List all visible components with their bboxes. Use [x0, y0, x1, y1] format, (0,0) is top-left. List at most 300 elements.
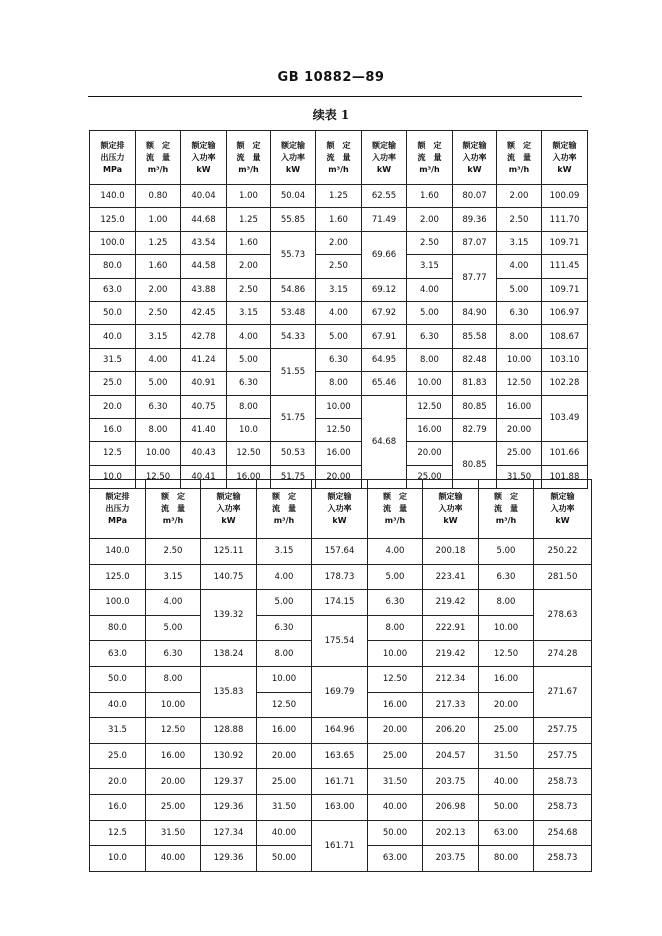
- table-row: [90, 794, 592, 820]
- table-cell: 157.64: [312, 539, 368, 565]
- table-cell: 8.00: [257, 641, 312, 667]
- table-cell: 40.75: [181, 395, 227, 418]
- table-row: [90, 418, 588, 441]
- table-cell: 8.00: [368, 615, 423, 641]
- table-row: [90, 395, 588, 418]
- table-cell: 128.88: [201, 718, 257, 744]
- column-header: [90, 480, 146, 539]
- table-cell: 4.00: [136, 348, 181, 371]
- table-row: [90, 255, 588, 278]
- table-cell: 16.0: [90, 794, 146, 820]
- column-header: [534, 480, 592, 539]
- table-cell: 40.43: [181, 442, 227, 465]
- table-row: [90, 278, 588, 301]
- table-row: [90, 564, 592, 590]
- table-cell: 12.50: [479, 641, 534, 667]
- table-cell: 206.98: [423, 794, 479, 820]
- table-cell: 5.00: [227, 348, 271, 371]
- table-cell: 64.68: [362, 395, 407, 489]
- column-header-line: m³/h: [384, 516, 406, 525]
- table-cell: 103.10: [542, 348, 588, 371]
- table-cell: 50.04: [271, 185, 316, 208]
- table-cell: 20.00: [497, 418, 542, 441]
- table-cell: 16.00: [316, 442, 362, 465]
- table-cell: 67.92: [362, 301, 407, 324]
- column-header-line: m³/h: [238, 164, 259, 174]
- column-header: [423, 480, 479, 539]
- table-cell: 161.71: [312, 769, 368, 795]
- table-cell: 64.95: [362, 348, 407, 371]
- table-cell: 55.73: [271, 231, 316, 278]
- table-cell: 2.00: [407, 208, 453, 231]
- column-header: [407, 131, 453, 185]
- table-cell: 69.12: [362, 278, 407, 301]
- table-cell: 212.34: [423, 666, 479, 692]
- table-cell: 271.67: [534, 666, 592, 717]
- table-cell: 44.68: [181, 208, 227, 231]
- table-cell: 12.50: [136, 465, 181, 488]
- header-rule: [88, 96, 582, 97]
- table-cell: 80.85: [453, 395, 497, 418]
- table-cell: 274.28: [534, 641, 592, 667]
- table-cell: 82.48: [453, 348, 497, 371]
- column-header-line: 额定输: [281, 140, 305, 150]
- table-cell: 31.50: [368, 769, 423, 795]
- column-header: [542, 131, 588, 185]
- table-cell: 100.0: [90, 231, 136, 254]
- table-cell: 87.07: [453, 231, 497, 254]
- table-cell: 50.0: [90, 301, 136, 324]
- table-row: [90, 820, 592, 846]
- standard-code: GB 10882—89: [277, 70, 385, 85]
- table-cell: 80.0: [90, 615, 146, 641]
- table-cell: 31.5: [90, 348, 136, 371]
- table-cell: 25.0: [90, 372, 136, 395]
- table-cell: 12.5: [90, 820, 146, 846]
- table-cell: 50.00: [257, 846, 312, 872]
- table-cell: 80.00: [479, 846, 534, 872]
- column-header-line: 流 量: [272, 504, 296, 513]
- table-cell: 100.09: [542, 185, 588, 208]
- column-header-line: 流 量: [494, 504, 518, 513]
- table-cell: 41.40: [181, 418, 227, 441]
- table-cell: 5.00: [497, 278, 542, 301]
- table-cell: 20.00: [146, 769, 201, 795]
- table-cell: 106.97: [542, 301, 588, 324]
- table-row: [90, 348, 588, 371]
- table-cell: 169.79: [312, 666, 368, 717]
- table-cell: 80.0: [90, 255, 136, 278]
- table-cell: 2.00: [316, 231, 362, 254]
- table-cell: 25.00: [407, 465, 453, 488]
- table-cell: 6.30: [227, 372, 271, 395]
- table-cell: 5.00: [368, 564, 423, 590]
- table-cell: 125.0: [90, 564, 146, 590]
- table-cell: 12.50: [227, 442, 271, 465]
- column-header-line: m³/h: [162, 516, 184, 525]
- column-header: [362, 131, 407, 185]
- table-cell: 3.15: [316, 278, 362, 301]
- table-cell: 40.04: [181, 185, 227, 208]
- table-cell: 140.0: [90, 185, 136, 208]
- column-header-line: 额 定: [146, 140, 170, 150]
- table-cell: 16.00: [368, 692, 423, 718]
- table-cell: 125.11: [201, 539, 257, 565]
- column-header-line: kW: [196, 164, 211, 174]
- table-header-1: [90, 131, 588, 185]
- table-cell: 40.00: [368, 794, 423, 820]
- column-header: [368, 480, 423, 539]
- column-header-line: 额 定: [326, 140, 351, 150]
- table-cell: 217.33: [423, 692, 479, 718]
- column-header-line: kW: [557, 164, 572, 174]
- column-header-line: 入功率: [438, 504, 463, 513]
- table-cell: 4.00: [146, 590, 201, 616]
- table-cell: 16.00: [257, 718, 312, 744]
- column-header-line: m³/h: [328, 164, 349, 174]
- column-header-line: m³/h: [419, 164, 440, 174]
- table-cell: 81.83: [453, 372, 497, 395]
- table-cell: 53.48: [271, 301, 316, 324]
- table-cell: 5.00: [146, 615, 201, 641]
- column-header-line: 入功率: [552, 152, 577, 162]
- table-cell: 161.71: [312, 820, 368, 871]
- table-cell: 20.0: [90, 769, 146, 795]
- table-cell: 258.73: [534, 846, 592, 872]
- table-row: [90, 442, 588, 465]
- table-row: [90, 718, 592, 744]
- column-header-line: 入功率: [191, 152, 216, 162]
- table-cell: 12.50: [146, 718, 201, 744]
- table-cell: 20.00: [407, 442, 453, 465]
- table-cell: 65.46: [362, 372, 407, 395]
- table-cell: 135.83: [201, 666, 257, 717]
- column-header-line: 出压力: [100, 152, 125, 162]
- table-cell: 10.00: [136, 442, 181, 465]
- table-cell: 25.00: [479, 718, 534, 744]
- table-cell: 200.18: [423, 539, 479, 565]
- table-cell: 41.24: [181, 348, 227, 371]
- table-cell: 8.00: [146, 666, 201, 692]
- table-row: [90, 539, 592, 565]
- table-cell: 175.54: [312, 615, 368, 666]
- table-cell: 82.79: [453, 418, 497, 441]
- table-cell: 140.0: [90, 539, 146, 565]
- table-caption: 续表 1: [312, 108, 350, 122]
- column-header-line: 额定输: [372, 140, 396, 150]
- column-header-line: 流 量: [326, 152, 351, 162]
- column-header-line: 额 定: [507, 140, 531, 150]
- table-cell: 163.65: [312, 743, 368, 769]
- table-cell: 222.91: [423, 615, 479, 641]
- table-cell: 3.15: [257, 539, 312, 565]
- table-cell: 40.00: [479, 769, 534, 795]
- table-cell: 62.55: [362, 185, 407, 208]
- column-header-line: 额定输: [552, 140, 577, 150]
- table-cell: 12.50: [368, 666, 423, 692]
- column-header-line: kW: [332, 516, 347, 525]
- column-header-line: kW: [221, 516, 236, 525]
- table-cell: 16.00: [227, 465, 271, 488]
- table-cell: 2.50: [407, 231, 453, 254]
- table-cell: 71.49: [362, 208, 407, 231]
- column-header-line: kW: [443, 516, 458, 525]
- table-cell: 102.28: [542, 372, 588, 395]
- table-cell: 178.73: [312, 564, 368, 590]
- table-body-2: [90, 539, 592, 872]
- data-table-2: [89, 479, 592, 872]
- table-cell: 6.30: [407, 325, 453, 348]
- column-header-line: 额定输: [438, 492, 463, 501]
- column-header-line: 额定输: [462, 140, 487, 150]
- table-row: [90, 615, 592, 641]
- table-cell: 69.66: [362, 231, 407, 278]
- table-cell: 10.00: [146, 692, 201, 718]
- table-cell: 1.60: [316, 208, 362, 231]
- table-cell: 84.90: [453, 301, 497, 324]
- table-cell: 63.0: [90, 641, 146, 667]
- column-header-line: kW: [285, 164, 301, 174]
- column-header: [453, 131, 497, 185]
- table-cell: 3.15: [146, 564, 201, 590]
- table-cell: 129.36: [201, 846, 257, 872]
- table-cell: 16.00: [407, 418, 453, 441]
- table-cell: 2.00: [497, 185, 542, 208]
- table-cell: 103.49: [542, 395, 588, 442]
- table-cell: 111.45: [542, 255, 588, 278]
- table-cell: 8.00: [497, 325, 542, 348]
- table-cell: 67.91: [362, 325, 407, 348]
- data-table-1: [89, 130, 588, 489]
- column-header-line: 流 量: [161, 504, 185, 513]
- table-cell: 1.60: [407, 185, 453, 208]
- table-cell: 51.75: [271, 465, 316, 488]
- table-cell: 257.75: [534, 718, 592, 744]
- table-cell: 10.00: [316, 395, 362, 418]
- table-cell: 111.70: [542, 208, 588, 231]
- column-header-line: 额 定: [272, 492, 296, 501]
- table-cell: 51.55: [271, 348, 316, 395]
- table-cell: 1.25: [136, 231, 181, 254]
- table-cell: 163.00: [312, 794, 368, 820]
- table-cell: 87.77: [453, 255, 497, 302]
- table-cell: 10.00: [368, 641, 423, 667]
- table-cell: 2.50: [136, 301, 181, 324]
- table-cell: 4.00: [407, 278, 453, 301]
- table-row: [90, 769, 592, 795]
- table-row: [90, 185, 588, 208]
- table-row: [90, 743, 592, 769]
- column-header-line: kW: [555, 516, 570, 525]
- table-row: [90, 666, 592, 692]
- table-cell: 80.85: [453, 442, 497, 489]
- table-cell: 40.0: [90, 692, 146, 718]
- table-cell: 140.75: [201, 564, 257, 590]
- table-cell: 4.00: [227, 325, 271, 348]
- table-cell: 204.57: [423, 743, 479, 769]
- table-cell: 40.00: [257, 820, 312, 846]
- table-cell: 109.71: [542, 278, 588, 301]
- table-cell: 1.60: [227, 231, 271, 254]
- table-cell: 12.50: [257, 692, 312, 718]
- table-cell: 5.00: [479, 539, 534, 565]
- table-cell: 25.00: [368, 743, 423, 769]
- table-cell: 54.33: [271, 325, 316, 348]
- table-cell: 10.00: [257, 666, 312, 692]
- column-header-line: 入功率: [462, 152, 487, 162]
- table-cell: 6.30: [497, 301, 542, 324]
- column-header-line: m³/h: [273, 516, 295, 525]
- table-cell: 4.00: [368, 539, 423, 565]
- table-cell: 43.88: [181, 278, 227, 301]
- table-cell: 40.41: [181, 465, 227, 488]
- column-header-line: 额 定: [236, 140, 261, 150]
- table-cell: 2.50: [227, 278, 271, 301]
- table-cell: 85.58: [453, 325, 497, 348]
- column-header-line: MPa: [102, 164, 122, 174]
- column-header-line: 入功率: [281, 152, 305, 162]
- table-cell: 1.25: [316, 185, 362, 208]
- table-cell: 40.0: [90, 325, 136, 348]
- table-row: [90, 325, 588, 348]
- column-header: [201, 480, 257, 539]
- table-cell: 206.20: [423, 718, 479, 744]
- table-cell: 16.00: [497, 395, 542, 418]
- table-cell: 281.50: [534, 564, 592, 590]
- table-cell: 63.00: [479, 820, 534, 846]
- column-header-line: 流 量: [417, 152, 442, 162]
- table-cell: 8.00: [316, 372, 362, 395]
- table-cell: 25.00: [146, 794, 201, 820]
- table-cell: 3.15: [497, 231, 542, 254]
- table-cell: 44.58: [181, 255, 227, 278]
- table-cell: 2.50: [316, 255, 362, 278]
- table-cell: 25.00: [257, 769, 312, 795]
- table-cell: 43.54: [181, 231, 227, 254]
- table-cell: 8.00: [407, 348, 453, 371]
- table-cell: 4.00: [257, 564, 312, 590]
- column-header-line: 额 定: [494, 492, 518, 501]
- column-header-line: m³/h: [495, 516, 517, 525]
- table-cell: 5.00: [257, 590, 312, 616]
- table-cell: 108.67: [542, 325, 588, 348]
- table-cell: 63.00: [368, 846, 423, 872]
- table-row: [90, 590, 592, 616]
- column-header-line: 流 量: [146, 152, 170, 162]
- table-cell: 6.30: [368, 590, 423, 616]
- column-header-line: 额定输: [327, 492, 352, 501]
- table-cell: 16.00: [479, 666, 534, 692]
- table-cell: 10.0: [227, 418, 271, 441]
- table-cell: 129.37: [201, 769, 257, 795]
- table-cell: 50.00: [368, 820, 423, 846]
- table-cell: 42.45: [181, 301, 227, 324]
- table-cell: 6.30: [479, 564, 534, 590]
- table-cell: 55.85: [271, 208, 316, 231]
- column-header-line: 流 量: [507, 152, 531, 162]
- table-cell: 31.50: [479, 743, 534, 769]
- table-cell: 8.00: [479, 590, 534, 616]
- table-row: [90, 301, 588, 324]
- table-cell: 2.00: [227, 255, 271, 278]
- table-cell: 12.50: [407, 395, 453, 418]
- table-cell: 20.00: [316, 465, 362, 488]
- table-cell: 5.00: [316, 325, 362, 348]
- table-cell: 20.00: [368, 718, 423, 744]
- column-header: [227, 131, 271, 185]
- table-cell: 101.88: [542, 465, 588, 488]
- table-cell: 4.00: [316, 301, 362, 324]
- column-header-line: 额定输: [550, 492, 575, 501]
- table-cell: 2.50: [497, 208, 542, 231]
- column-header-line: 额 定: [383, 492, 407, 501]
- table-cell: 80.07: [453, 185, 497, 208]
- table-cell: 223.41: [423, 564, 479, 590]
- table-cell: 2.50: [146, 539, 201, 565]
- table-cell: 31.50: [257, 794, 312, 820]
- table-cell: 129.36: [201, 794, 257, 820]
- table-cell: 219.42: [423, 641, 479, 667]
- column-header-line: 额定排: [105, 492, 130, 501]
- table-cell: 10.0: [90, 846, 146, 872]
- table-cell: 174.15: [312, 590, 368, 616]
- table-cell: 12.50: [316, 418, 362, 441]
- column-header-line: 入功率: [372, 152, 396, 162]
- table-cell: 0.80: [136, 185, 181, 208]
- table-cell: 1.00: [136, 208, 181, 231]
- table-cell: 3.15: [227, 301, 271, 324]
- column-header: [312, 480, 368, 539]
- column-header: [90, 131, 136, 185]
- column-header-line: 额定输: [191, 140, 216, 150]
- table-cell: 254.68: [534, 820, 592, 846]
- column-header-line: 出压力: [105, 504, 130, 513]
- table-cell: 1.60: [136, 255, 181, 278]
- column-header-line: kW: [467, 164, 482, 174]
- table-cell: 63.0: [90, 278, 136, 301]
- table-cell: 8.00: [227, 395, 271, 418]
- table-cell: 89.36: [453, 208, 497, 231]
- table-cell: 278.63: [534, 590, 592, 641]
- table-body-1: [90, 185, 588, 489]
- column-header-line: m³/h: [508, 164, 530, 174]
- table-cell: 250.22: [534, 539, 592, 565]
- table-cell: 6.30: [136, 395, 181, 418]
- table-cell: 54.86: [271, 278, 316, 301]
- column-header-line: 入功率: [216, 504, 241, 513]
- table-cell: 258.73: [534, 794, 592, 820]
- table-cell: 10.0: [90, 465, 136, 488]
- table-cell: 40.00: [146, 846, 201, 872]
- table-cell: 6.30: [257, 615, 312, 641]
- column-header-line: MPa: [107, 516, 127, 525]
- column-header-line: kW: [376, 164, 392, 174]
- table-cell: 164.96: [312, 718, 368, 744]
- table-cell: 50.0: [90, 666, 146, 692]
- column-header: [316, 131, 362, 185]
- table-cell: 1.25: [227, 208, 271, 231]
- table-header-2: [90, 480, 592, 539]
- table-cell: 10.00: [497, 348, 542, 371]
- table-row: [90, 372, 588, 395]
- table-cell: 20.00: [479, 692, 534, 718]
- table-cell: 25.0: [90, 743, 146, 769]
- table-cell: 6.30: [146, 641, 201, 667]
- column-header-line: 入功率: [327, 504, 352, 513]
- table-cell: 138.24: [201, 641, 257, 667]
- table-cell: 125.0: [90, 208, 136, 231]
- table-cell: 42.78: [181, 325, 227, 348]
